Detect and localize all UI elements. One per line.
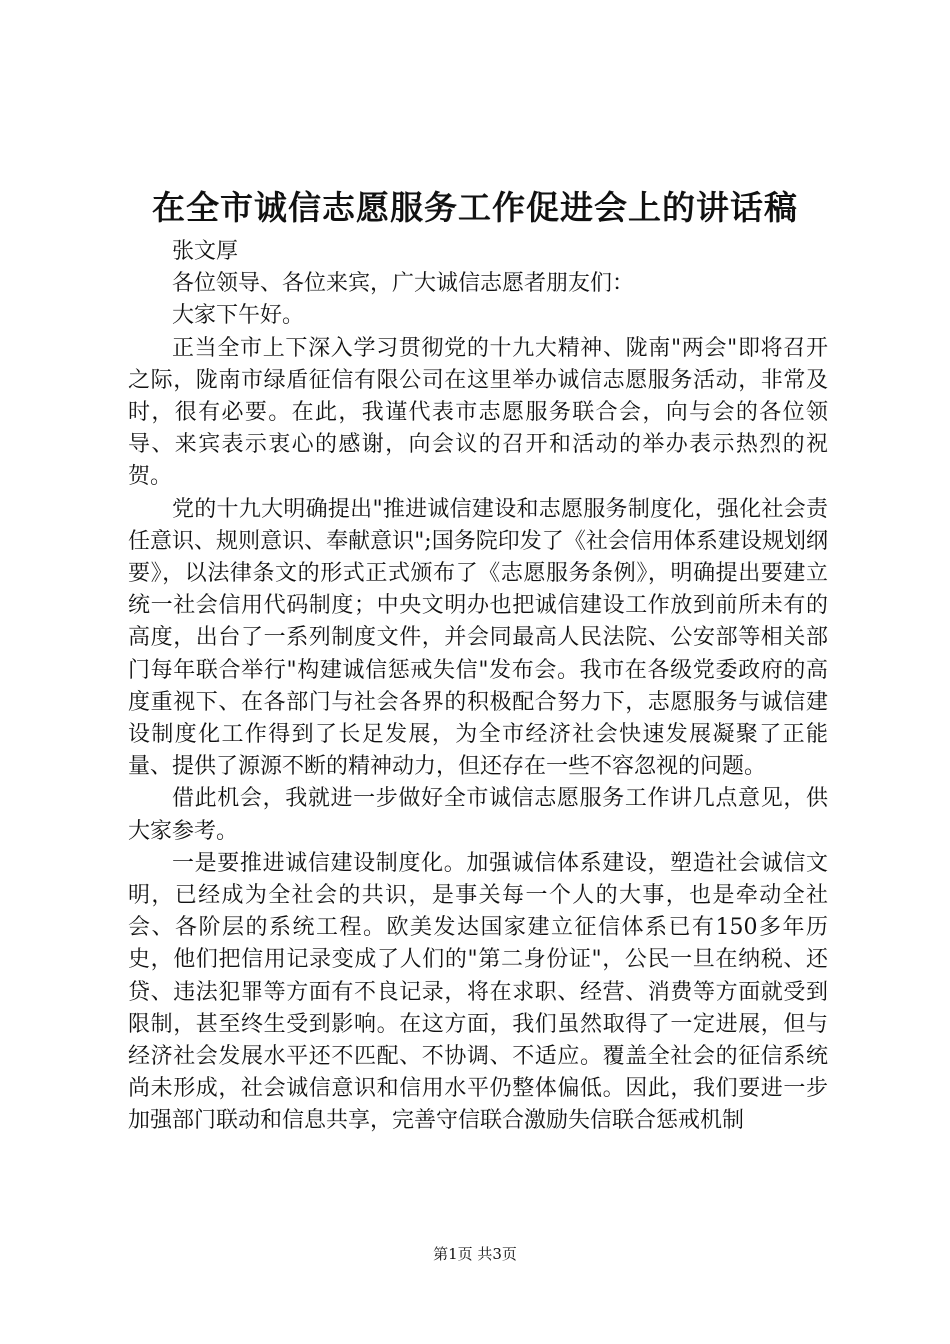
document-title: 在全市诚信志愿服务工作促进会上的讲话稿 — [152, 188, 798, 227]
page-number-footer: 第1页 共3页 — [433, 1245, 517, 1263]
paragraph-background: 党的十九大明确提出"推进诚信建设和志愿服务制度化，强化社会责任意识、规则意识、奉献意识";国务院印发了《社会信用体系建设规划纲要》，以法律条文的形式正式颁布了《志愿服务条例》，明确提出要建立统一社会信用代码制度；中央文明办也把诚信建设工作放到前所未有的高度，出台了一系列制度文件，并会同最高人民法院、公安部等相关部门每年联合举行"构建诚信惩戒失信"发布会。我市在各级党委政府的高度重视下、在各部门与社会各界的积极配合努力下，志愿服务与诚信建设制度化工作得到了长足发展，为全市经济社会快速发展凝聚了正能量、提供了源源不断的精神动力，但还存在一些不容忽视的问题。 — [128, 496, 828, 780]
paragraph-salutation: 大家下午好。 — [172, 303, 305, 329]
paragraph-greeting: 各位领导、各位来宾，广大诚信志愿者朋友们： — [172, 271, 635, 297]
document-body — [128, 236, 828, 1138]
author-line: 张文厚 — [172, 239, 239, 264]
paragraph-opening: 正当全市上下深入学习贯彻党的十九大精神、陇南"两会"即将召开之际，陇南市绿盾征信有限公司在这里举办诚信志愿服务活动，非常及时，很有必要。在此，我谨代表市志愿服务联合会，向与会的各位领导、来宾表示衷心的感谢，向会议的召开和活动的举办表示热烈的祝贺。 — [128, 335, 828, 490]
paragraph-point-one: 一是要推进诚信建设制度化。加强诚信体系建设，塑造社会诚信文明，已经成为全社会的共识，是事关每一个人的大事，也是牵动全社会、各阶层的系统工程。欧美发达国家建立征信体系已有150多年历史，他们把信用记录变成了人们的"第二身份证"，公民一旦在纳税、还贷、违法犯罪等方面有不良记录，将在求职、经营、消费等方面就受到限制，甚至终生受到影响。在这方面，我们虽然取得了一定进展，但与经济社会发展水平还不匹配、不协调、不适应。覆盖全社会的征信系统尚未形成，社会诚信意识和信用水平仍整体偏低。因此，我们要进一步加强部门联动和信息共享，完善守信联合激励失信联合惩戒机制 — [128, 850, 828, 1134]
paragraph-transition: 借此机会，我就进一步做好全市诚信志愿服务工作讲几点意见，供大家参考。 — [128, 786, 828, 844]
